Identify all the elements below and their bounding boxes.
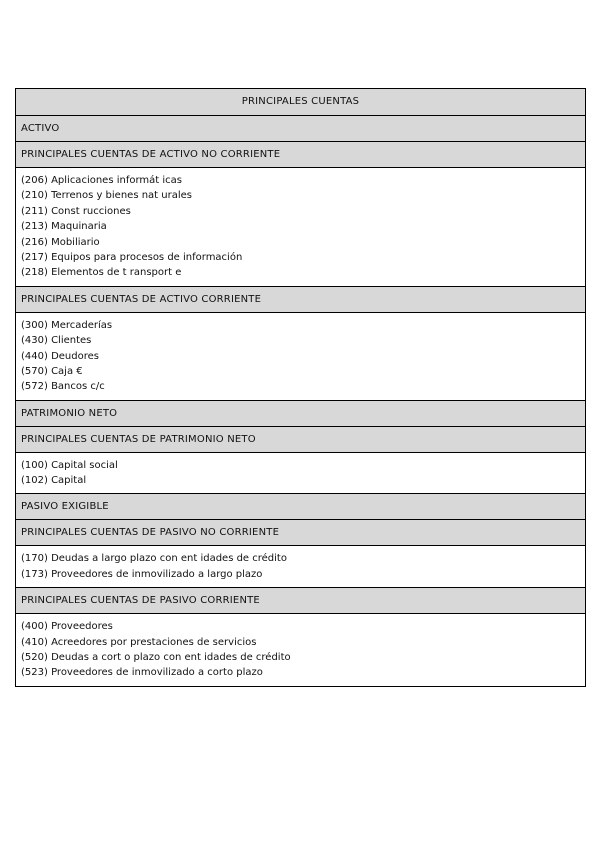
section-activo: ACTIVO: [16, 115, 585, 141]
list-item: (300) Mercaderías: [21, 319, 113, 331]
section-cuentas-patrimonio-neto: PRINCIPALES CUENTAS DE PATRIMONIO NETO: [16, 426, 585, 452]
activo-no-corriente-list: [16, 167, 585, 286]
list-item: (170) Deudas a largo plazo con ent idades de crédito: [21, 553, 287, 565]
list-item: (102) Capital: [21, 475, 87, 487]
activo-corriente-list: [16, 312, 585, 400]
list-item: (440) Deudores: [21, 350, 99, 362]
list-item: (206) Aplicaciones informát icas: [21, 175, 182, 186]
accounts-table: [15, 88, 586, 687]
list-item: (210) Terrenos y bienes nat urales: [21, 190, 192, 202]
list-item: (570) Caja €: [21, 365, 83, 377]
table-title: PRINCIPALES CUENTAS: [16, 89, 585, 115]
list-item: (400) Proveedores: [21, 621, 113, 633]
section-activo-corriente: PRINCIPALES CUENTAS DE ACTIVO CORRIENTE: [16, 286, 585, 312]
list-item: (572) Bancos c/c: [21, 381, 105, 393]
list-item: (218) Elementos de t ransport e: [21, 267, 182, 279]
patrimonio-neto-list: [16, 452, 585, 494]
list-item: (211) Const rucciones: [21, 205, 131, 217]
list-item: (410) Acreedores por prestaciones de servicios: [21, 636, 257, 648]
section-pasivo-exigible: PASIVO EXIGIBLE: [16, 493, 585, 519]
list-item: (430) Clientes: [21, 335, 92, 347]
list-item: (523) Proveedores de inmovilizado a corto plazo: [21, 667, 263, 679]
list-item: (213) Maquinaria: [21, 221, 107, 233]
list-item: (173) Proveedores de inmovilizado a largo plazo: [21, 568, 263, 580]
section-pasivo-corriente: PRINCIPALES CUENTAS DE PASIVO CORRIENTE: [16, 587, 585, 613]
pasivo-no-corriente-list: [16, 545, 585, 587]
list-item: (100) Capital social: [21, 459, 118, 471]
list-item: (217) Equipos para procesos de información: [21, 251, 243, 263]
section-patrimonio-neto: PATRIMONIO NETO: [16, 400, 585, 426]
pasivo-corriente-list: [16, 613, 585, 686]
section-pasivo-no-corriente: PRINCIPALES CUENTAS DE PASIVO NO CORRIENTE: [16, 519, 585, 545]
list-item: (520) Deudas a cort o plazo con ent idades de crédito: [21, 652, 291, 664]
list-item: (216) Mobiliario: [21, 236, 100, 248]
section-activo-no-corriente: PRINCIPALES CUENTAS DE ACTIVO NO CORRIENTE: [16, 141, 585, 167]
